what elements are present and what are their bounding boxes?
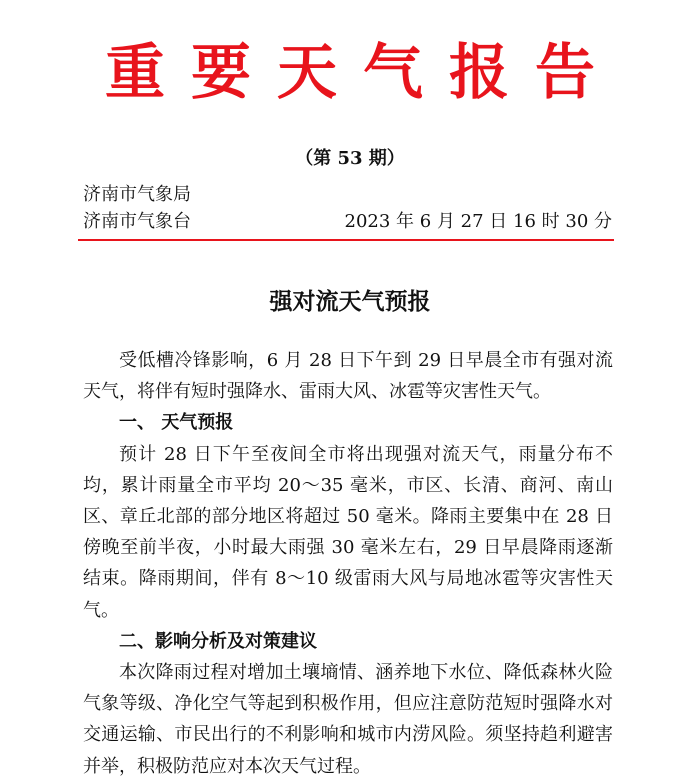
section-1-paragraph: 预计 28 日下午至夜间全市将出现强对流天气，雨量分布不均，累计雨量全市平均 20～35 毫米，市区、长清、商河、南山区、章丘北部的部分地区将超过 50 毫米。降雨主要集中在 28 日傍晚至前半夜，小时最大雨强 30 毫米左右，29 日早晨降雨逐渐结束。降雨期间，伴有 8～10 级雷雨大风与局地冰雹等灾害性天气。 <box>83 443 613 621</box>
document-body <box>83 345 613 782</box>
issue-number: （第 53 期） <box>295 148 405 169</box>
document-title: 强对流天气预报 <box>269 288 431 315</box>
issue-datetime: 2023 年 6 月 27 日 16 时 30 分 <box>344 211 612 232</box>
issuer-bureau: 济南市气象局 <box>83 184 191 205</box>
section-2-heading: 二、影响分析及对策建议 <box>119 630 317 652</box>
red-divider-rule <box>78 239 614 241</box>
intro-paragraph: 受低槽冷锋影响，6 月 28 日下午到 29 日早晨全市有强对流天气，将伴有短时强降水、雷雨大风、冰雹等灾害性天气。 <box>83 350 613 403</box>
section-1-heading: 一、 天气预报 <box>119 412 234 434</box>
issuer-observatory: 济南市气象台 <box>83 211 191 232</box>
section-2-paragraph: 本次降雨过程对增加土壤墒情、涵养地下水位、降低森林火险气象等级、净化空气等起到积极作用，但应注意防范短时强降水对交通运输、市民出行的不利影响和城市内涝风险。须坚持趋利避害并举，积极防范应对本次天气过程。 <box>83 662 613 777</box>
report-banner-title: 重要天气报告 <box>105 38 621 108</box>
